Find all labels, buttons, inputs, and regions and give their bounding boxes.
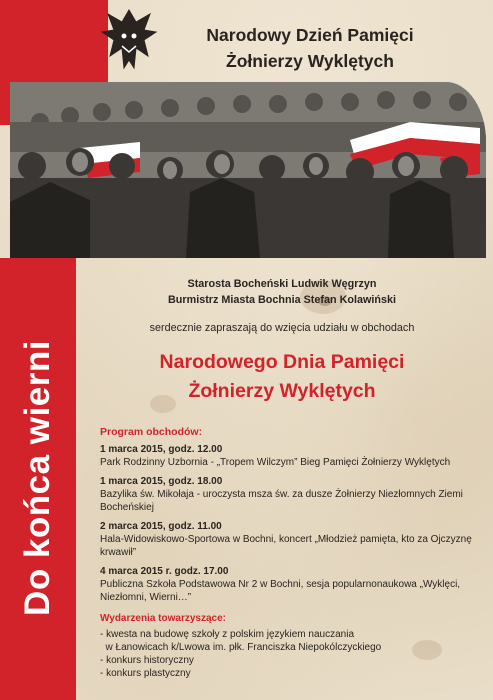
title-line-2: Żołnierzy Wyklętych (226, 51, 394, 71)
event-description: Hala-Widowiskowo-Sportowa w Bochni, koncert „Młodzież pamięta, kto za Ojczyznę krwawił” (100, 534, 472, 558)
program-event (100, 443, 488, 469)
side-slogan: Do końca wierni (18, 340, 57, 616)
side-events-heading: Wydarzenia towarzyszące: (100, 613, 226, 624)
eagle-wolf-emblem-icon (98, 6, 160, 78)
program-event (100, 565, 488, 604)
organizers (80, 276, 484, 308)
soldiers-photo-illustration (10, 82, 486, 258)
poster-title (160, 22, 460, 74)
side-event-item: - konkurs plastyczny (100, 668, 191, 679)
soldiers-photo (10, 82, 486, 258)
side-event-item: - konkurs historyczny (100, 655, 194, 666)
event-description: Bazylika św. Mikołaja - uroczysta msza św. za dusze Żołnierzy Niezłomnych Ziemi Bocheńskiej (100, 489, 463, 513)
event-name-line-2: Żołnierzy Wyklętych (188, 380, 376, 402)
event-description: Park Rodzinny Uzbornia - „Tropem Wilczym” Bieg Pamięci Żołnierzy Wyklętych (100, 457, 451, 468)
event-date: 1 marca 2015, godz. 12.00 (100, 444, 223, 455)
event-name (80, 348, 484, 406)
program-event (100, 520, 488, 559)
program-heading: Program obchodów: (100, 426, 203, 438)
event-name-line-1: Narodowego Dnia Pamięci (159, 351, 405, 373)
title-line-1: Narodowy Dzień Pamięci (206, 25, 414, 45)
invitation-text: serdecznie zapraszają do wzięcia udziału w obchodach (149, 322, 415, 334)
side-event-item: - kwesta na budowę szkoły z polskim językiem nauczania (100, 629, 354, 640)
event-description: Publiczna Szkoła Podstawowa Nr 2 w Bochni, sesja popularnonaukowa „Wyklęci, Niezłomni, Wierni…” (100, 579, 461, 603)
organizer-line-1: Starosta Bocheński Ludwik Węgrzyn (187, 278, 377, 290)
event-date: 2 marca 2015, godz. 11.00 (100, 521, 222, 532)
side-event-item: w Łanowicach k/Lwowa im. płk. Franciszka Niepokólczyckiego (100, 642, 382, 653)
organizer-line-2: Burmistrz Miasta Bochnia Stefan Kolawiński (168, 294, 396, 306)
event-date: 1 marca 2015, godz. 18.00 (100, 476, 223, 487)
event-date: 4 marca 2015 r. godz. 17.00 (100, 566, 229, 577)
program-event (100, 475, 488, 514)
program-section (100, 426, 488, 680)
